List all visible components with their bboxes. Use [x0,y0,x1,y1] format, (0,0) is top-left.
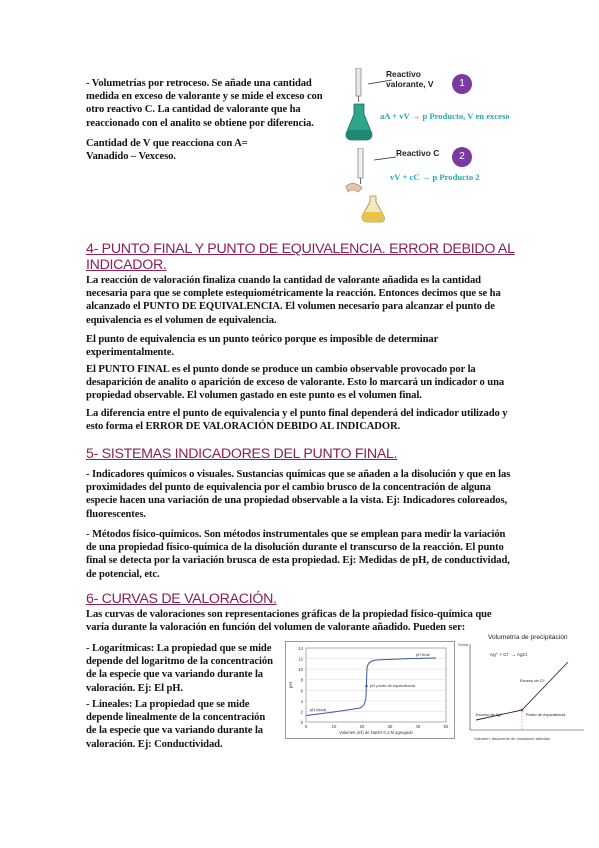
section6-heading [86,591,516,607]
precipitation-x-label: Volumen, disolvente de valoración añadido [474,736,551,741]
x-tick: 10 [331,724,337,729]
precipitation-reaction: Ag⁺ + Cl⁻ → AgCl [490,652,527,657]
ph-final-annotation: pH final [416,652,430,657]
x-tick: 20 [359,724,365,729]
section4-paragraph-1: La reacción de valoración finaliza cuando la cantidad de valorante añadida es la cantidad necesaria para que se complete estequiométricamente la reacción. Entonces decimos que se ha alcanzado el PUNTO DE EQUIVALENCIA. El volumen necesario para alcanzar el punto de equivalencia es el volumen de equivalencia. [86,275,501,326]
section5-paragraph-1: - Indicadores químicos o visuales. Sustancias químicas que se añaden a la disolución y que en las proximidades del punto de equivalencia por el cambio brusco de la concentración de alguna especie hacen una variación de una propiedad observable a la vista. Ej: Indicadores coloreados, fluorescentes. [86,469,511,520]
logarithmic-curves-paragraph: - Logarítmicas: La propiedad que se mide depende del logaritmo de la concentración de la especie que va variando durante la valoración. Ej: El pH. [86,643,273,694]
cl-excess-line [522,662,568,710]
back-titration-paragraph: - Volumetrías por retroceso. Se añade una cantidad medida en exceso de valorante y se mide el exceso con otro reactivo C. La cantidad de valorante que ha reaccionado con el analito se obtiene por diferencia. [86,78,323,129]
ph-initial-annotation: pH inicial [310,707,327,712]
section5-paragraph-2: - Métodos físico-químicos. Son métodos instrumentales que se emplean para medir la variación de una propiedad físico-química de la disolución durante el transcurso de la reacción. El punto final se detecta por la variación brusca de esta propiedad. Ej: Medidas de pH, de conductividad, de potencial, etc. [86,529,510,580]
vanadido-formula-paragraph: Cantidad de V que reacciona con A= Vanadido – Vexceso. [86,138,248,163]
x-tick: 0 [304,724,308,729]
precipitation-chart-title: Volumetría de precipitación [488,634,568,641]
section4-title: 4- PUNTO FINAL Y PUNTO DE EQUIVALENCIA. ERROR DEBIDO AL INDICADOR. [86,241,515,273]
ph-titration-chart [285,641,455,739]
y-tick: 8 [300,677,303,683]
y-tick: 2 [300,709,303,715]
section4-paragraph-2: El punto de equivalencia es un punto teórico porque es imposible de determinar experimentalmente. [86,334,439,359]
x-tick: 50 [443,724,449,729]
y-tick: 12 [298,656,303,662]
section6-paragraph-1: Las curvas de valoraciones son representaciones gráficas de la propiedad físico-química que varía durante la valoración en función del volumen de valorante añadido. Pueden ser: [86,609,492,634]
equivalence-point [365,685,367,687]
section5-title: 5- SISTEMAS INDICADORES DEL PUNTO FINAL. [86,446,398,462]
x-tick: 30 [387,724,393,729]
section4-paragraph-3: El PUNTO FINAL es el punto donde se produce un cambio observable provocado por la desaparición de analito o aparición de exceso de valorante. Esto lo marcará un indicador o una propiedad observable. El volumen gastado en este punto es el volumen final. [86,364,505,402]
y-tick: 6 [300,688,303,694]
section6-title: 6- CURVAS DE VALORACIÓN. [86,591,277,607]
step2-label: Reactivo C [396,148,440,158]
precipitation-chart [456,634,588,746]
step1-label: Reactivo valorante, V [386,69,434,89]
step1-number: 1 [452,74,472,94]
x-tick: 40 [415,724,421,729]
pointer-arrow-2-icon [370,154,398,164]
equivalence-annotation: Punto de equivalencia [526,712,566,717]
excess-ag-annotation: Exceso de Ag⁺ [476,712,503,717]
y-tick: 4 [300,698,303,704]
back-titration-figure [340,68,530,223]
equivalence-marker [521,709,524,712]
ph-equivalence-annotation: pH punto de equivalencia [370,683,416,688]
x-axis-label: Volumen (ml) de NaOH 0,1 M agregado [339,730,413,735]
y-axis-label: pH [288,682,293,688]
step2-number: 2 [452,147,472,167]
signal-label: Señal [458,642,469,647]
y-tick: 10 [298,667,303,673]
y-tick: 14 [298,646,303,651]
section4-heading [86,241,516,273]
step1-equation: aA + vV → p Producto, V en exceso [380,111,510,121]
section4-paragraph-4: La diferencia entre el punto de equivalencia y el punto final dependerá del indicador utilizado y esto forma el ERROR DE VALORACIÓN DEBIDO AL INDICADOR. [86,408,508,433]
y-tick: 0 [300,720,303,725]
step2-equation: vV + cC → p Producto 2 [390,172,480,182]
section5-heading [86,446,516,462]
excess-cl-annotation: Exceso de Cl⁻ [520,678,546,683]
linear-curves-paragraph: - Lineales: La propiedad que se mide depende linealmente de la concentración de la especie que va variando durante la valoración. Ej: Conductividad. [86,699,266,750]
